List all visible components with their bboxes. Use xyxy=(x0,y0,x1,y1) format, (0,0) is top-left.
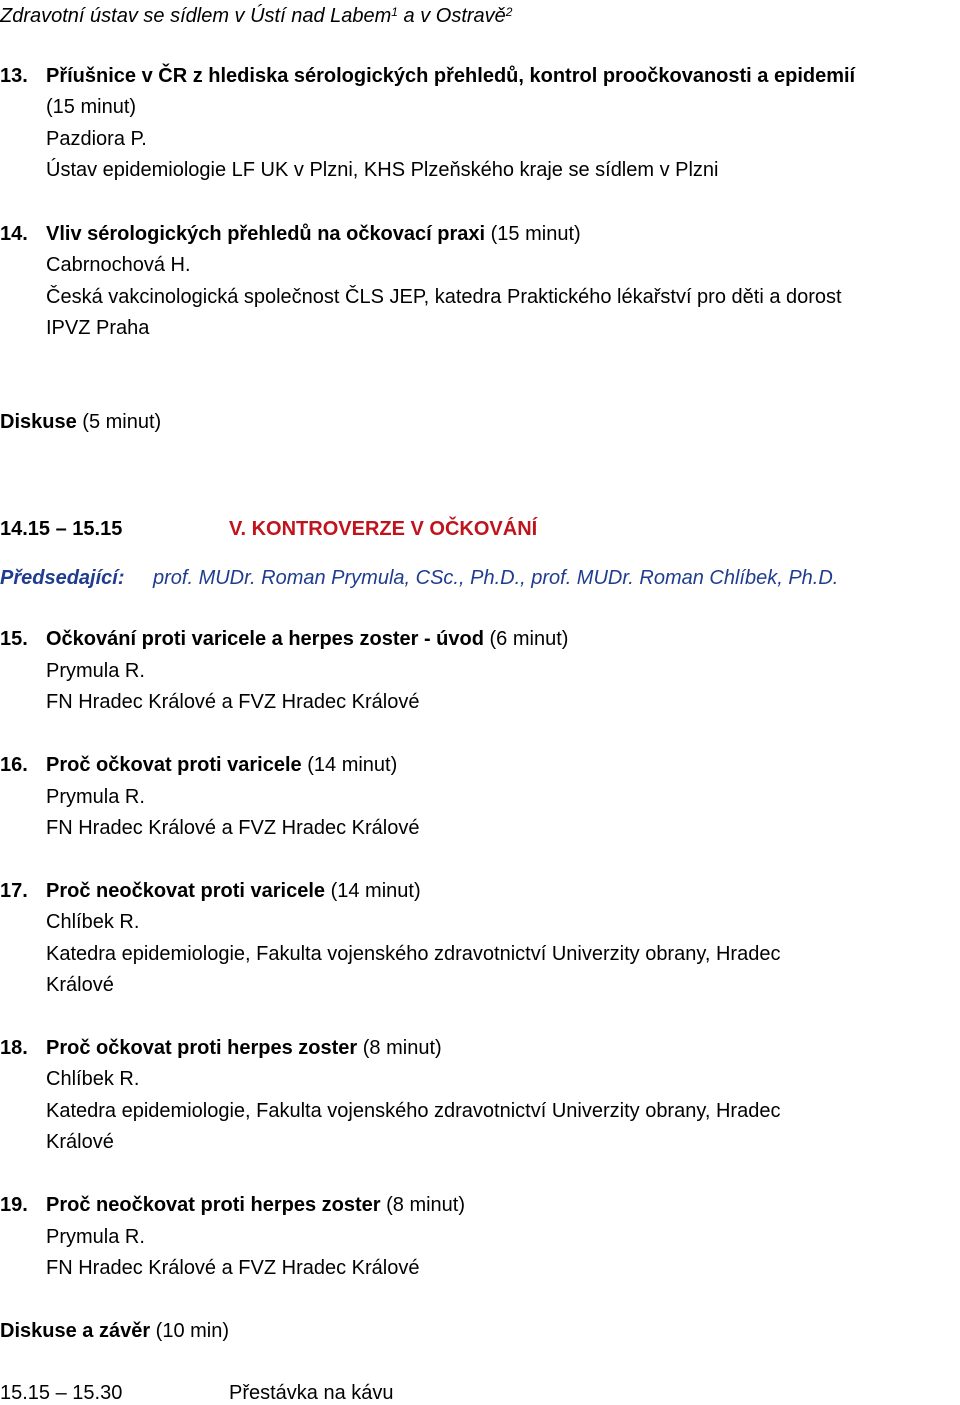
chairs-label: Předsedající: xyxy=(0,567,125,589)
talk-affiliation: FN Hradec Králové a FVZ Hradec Králové xyxy=(46,691,420,713)
talk-duration: (8 minut) xyxy=(386,1194,466,1216)
discussion-2 xyxy=(0,1319,229,1343)
talk-affiliation-2: Králové xyxy=(46,974,114,996)
discussion-label: Diskuse a závěr xyxy=(0,1320,151,1342)
talk-affiliation: Katedra epidemiologie, Fakulta vojenského zdravotnictví Univerzity obrany, Hradec xyxy=(46,943,781,965)
discussion-duration: (10 min) xyxy=(155,1320,230,1342)
talk-duration: (14 minut) xyxy=(307,754,398,776)
talk-author: Cabrnochová H. xyxy=(46,254,191,276)
talk-title: Proč očkovat proti herpes zoster xyxy=(46,1037,358,1059)
talk-affiliation-2: Králové xyxy=(46,1131,114,1153)
talk-title: Proč očkovat proti varicele xyxy=(46,754,302,776)
talk-affiliation: Katedra epidemiologie, Fakulta vojenského zdravotnictví Univerzity obrany, Hradec xyxy=(46,1100,781,1122)
talk-affiliation-2: IPVZ Praha xyxy=(46,317,150,339)
talk-title: Proč neočkovat proti varicele xyxy=(46,880,326,902)
break-time: 15.15 – 15.30 xyxy=(0,1382,123,1404)
talk-number: 13. xyxy=(0,65,28,87)
talk-number: 18. xyxy=(0,1037,28,1059)
talk-duration: (6 minut) xyxy=(489,628,569,650)
footnote-2: 2 xyxy=(505,5,513,19)
talk-number: 15. xyxy=(0,628,28,650)
top-affiliation-line xyxy=(0,4,512,28)
talk-number: 14. xyxy=(0,223,28,245)
talk-author: Chlíbek R. xyxy=(46,1068,140,1090)
break-label: Přestávka na kávu xyxy=(229,1382,394,1404)
footnote-1: 1 xyxy=(391,5,398,19)
talk-affiliation: FN Hradec Králové a FVZ Hradec Králové xyxy=(46,1257,420,1279)
session-title: V. KONTROVERZE V OČKOVÁNÍ xyxy=(229,518,538,540)
top-affiliation-mid: a v Ostravě xyxy=(397,5,506,27)
talk-author: Prymula R. xyxy=(46,786,145,808)
talk-duration: (15 minut) xyxy=(46,96,137,118)
session-time: 14.15 – 15.15 xyxy=(0,518,123,540)
discussion-label: Diskuse xyxy=(0,411,77,433)
session-chairs xyxy=(0,566,839,590)
talk-affiliation: FN Hradec Králové a FVZ Hradec Králové xyxy=(46,817,420,839)
discussion-1 xyxy=(0,410,161,434)
talk-title: Příušnice v ČR z hlediska sérologických přehledů, kontrol proočkovanosti a epidemií xyxy=(46,65,856,87)
discussion-duration: (5 minut) xyxy=(82,411,162,433)
talk-title: Proč neočkovat proti herpes zoster xyxy=(46,1194,381,1216)
talk-affiliation: Ústav epidemiologie LF UK v Plzni, KHS Plzeňského kraje se sídlem v Plzni xyxy=(46,159,719,181)
talk-author: Chlíbek R. xyxy=(46,911,140,933)
talk-author: Prymula R. xyxy=(46,660,145,682)
chairs-names: prof. MUDr. Roman Prymula, CSc., Ph.D., prof. MUDr. Roman Chlíbek, Ph.D. xyxy=(153,567,839,589)
talk-number: 16. xyxy=(0,754,28,776)
session-header xyxy=(0,517,538,541)
coffee-break xyxy=(0,1381,394,1405)
talk-duration: (14 minut) xyxy=(330,880,421,902)
talk-title: Vliv sérologických přehledů na očkovací praxi xyxy=(46,223,486,245)
talk-affiliation: Česká vakcinologická společnost ČLS JEP, katedra Praktického lékařství pro děti a dorost xyxy=(46,286,842,308)
talk-author: Prymula R. xyxy=(46,1226,145,1248)
talk-title: Očkování proti varicele a herpes zoster - úvod xyxy=(46,628,484,650)
talk-duration: (15 minut) xyxy=(490,223,581,245)
talk-duration: (8 minut) xyxy=(362,1037,442,1059)
top-affiliation-text: Zdravotní ústav se sídlem v Ústí nad Labem xyxy=(0,5,392,27)
talk-number: 17. xyxy=(0,880,28,902)
talk-author: Pazdiora P. xyxy=(46,128,147,150)
talk-number: 19. xyxy=(0,1194,28,1216)
